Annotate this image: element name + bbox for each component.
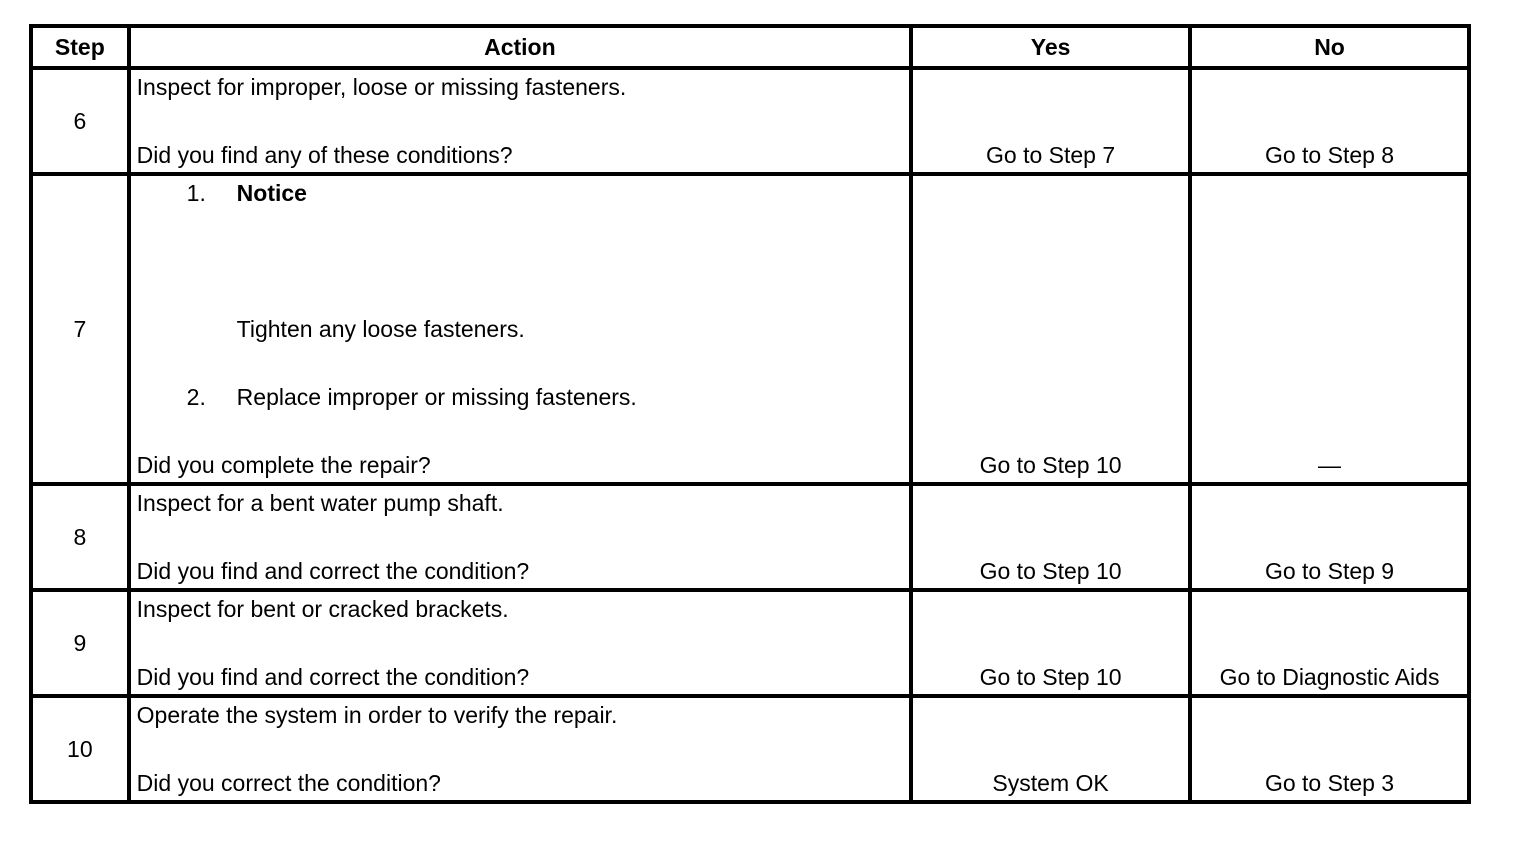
no-result: Go to Diagnostic Aids [1190,590,1469,696]
step-number: 10 [31,696,129,802]
action-cell [129,174,911,484]
list-item [137,182,903,340]
header-yes: Yes [911,26,1190,68]
action-instruction: Inspect for a bent water pump shaft. [136,490,504,516]
table-row [31,68,1469,174]
yes-result: Go to Step 7 [911,68,1190,174]
action-question: Did you find and correct the condition? [136,558,530,584]
table-row [31,696,1469,802]
list-number: 1. [186,180,206,206]
step-number: 8 [31,484,129,590]
list-item [137,386,903,408]
yes-result: Go to Step 10 [911,174,1190,484]
step-number: 7 [31,174,129,484]
action-question: Did you find and correct the condition? [136,664,530,690]
list-text: Replace improper or missing fasteners. [236,384,637,410]
header-step: Step [31,26,129,68]
no-result: Go to Step 3 [1190,696,1469,802]
table-row [31,590,1469,696]
header-action: Action [129,26,911,68]
step-number: 6 [31,68,129,174]
diagnostic-table [29,24,1471,804]
list-text: Tighten any loose fasteners. [236,316,525,342]
action-cell [129,68,911,174]
no-result: Go to Step 8 [1190,68,1469,174]
table-row [31,484,1469,590]
yes-result: Go to Step 10 [911,484,1190,590]
action-cell [129,484,911,590]
action-question: Did you find any of these conditions? [136,142,513,168]
yes-result: System OK [911,696,1190,802]
action-question: Did you complete the repair? [136,452,431,478]
list-number: 2. [186,384,206,410]
table-row [31,174,1469,484]
header-no: No [1190,26,1469,68]
action-instruction: Inspect for bent or cracked brackets. [136,596,509,622]
action-cell [129,696,911,802]
no-result: — [1190,174,1469,484]
action-cell [129,590,911,696]
no-result: Go to Step 9 [1190,484,1469,590]
yes-result: Go to Step 10 [911,590,1190,696]
header-row [31,26,1469,68]
action-instruction: Operate the system in order to verify the repair. [136,702,618,728]
action-instruction: Inspect for improper, loose or missing fasteners. [136,74,627,100]
step-number: 9 [31,590,129,696]
notice-title: Notice [236,180,307,206]
action-question: Did you correct the condition? [136,770,441,796]
